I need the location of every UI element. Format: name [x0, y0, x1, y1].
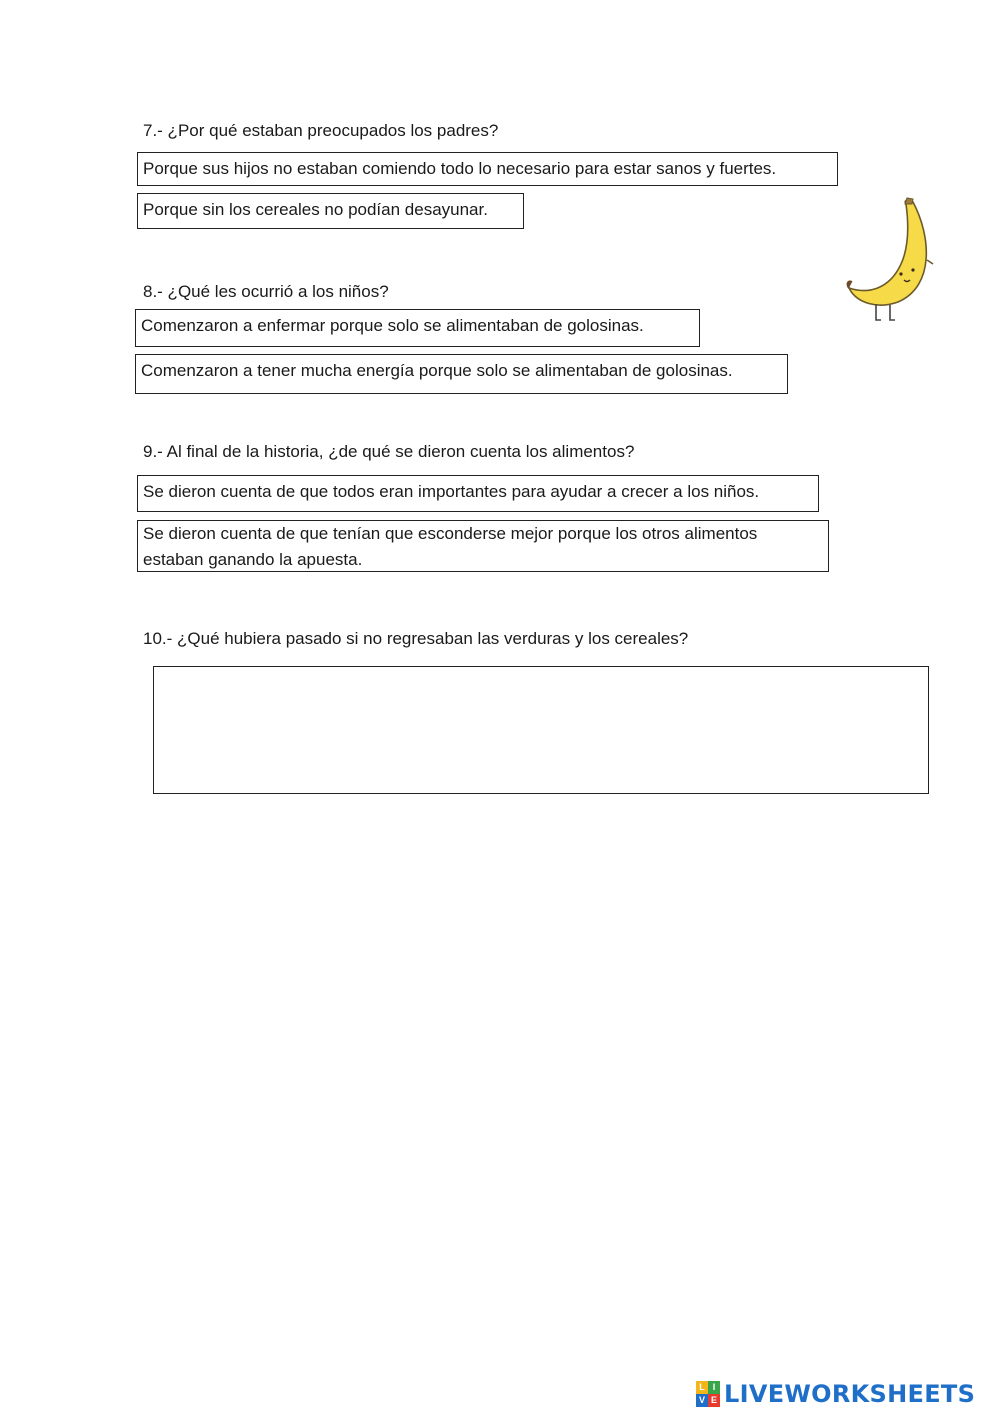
question-8-option-2[interactable]: Comenzaron a tener mucha energía porque solo se alimentaban de golosinas. — [135, 354, 788, 394]
question-10-answer-field[interactable] — [153, 666, 929, 794]
brand-text: LIVEWORKSHEETS — [724, 1380, 976, 1408]
banana-character-icon — [843, 196, 938, 324]
question-7-option-1[interactable]: Porque sus hijos no estaban comiendo todo lo necesario para estar sanos y fuertes. — [137, 152, 838, 186]
liveworksheets-logo — [696, 1378, 975, 1410]
question-7-option-2[interactable]: Porque sin los cereales no podían desayunar. — [137, 193, 524, 229]
question-10-label: 10.- ¿Qué hubiera pasado si no regresaban las verduras y los cereales? — [143, 629, 689, 648]
question-8-option-1[interactable]: Comenzaron a enfermar porque solo se alimentaban de golosinas. — [135, 309, 700, 347]
question-9-option-1[interactable]: Se dieron cuenta de que todos eran importantes para ayudar a crecer a los niños. — [137, 475, 819, 512]
brand-mark-icon: L I V E — [696, 1381, 720, 1407]
question-9-label: 9.- Al final de la historia, ¿de qué se dieron cuenta los alimentos? — [143, 442, 635, 461]
question-8-label: 8.- ¿Qué les ocurrió a los niños? — [143, 282, 389, 301]
question-9-option-2[interactable]: Se dieron cuenta de que tenían que esconderse mejor porque los otros alimentos estaban ganando la apuesta. — [137, 520, 829, 572]
question-7-label: 7.- ¿Por qué estaban preocupados los padres? — [143, 121, 499, 140]
